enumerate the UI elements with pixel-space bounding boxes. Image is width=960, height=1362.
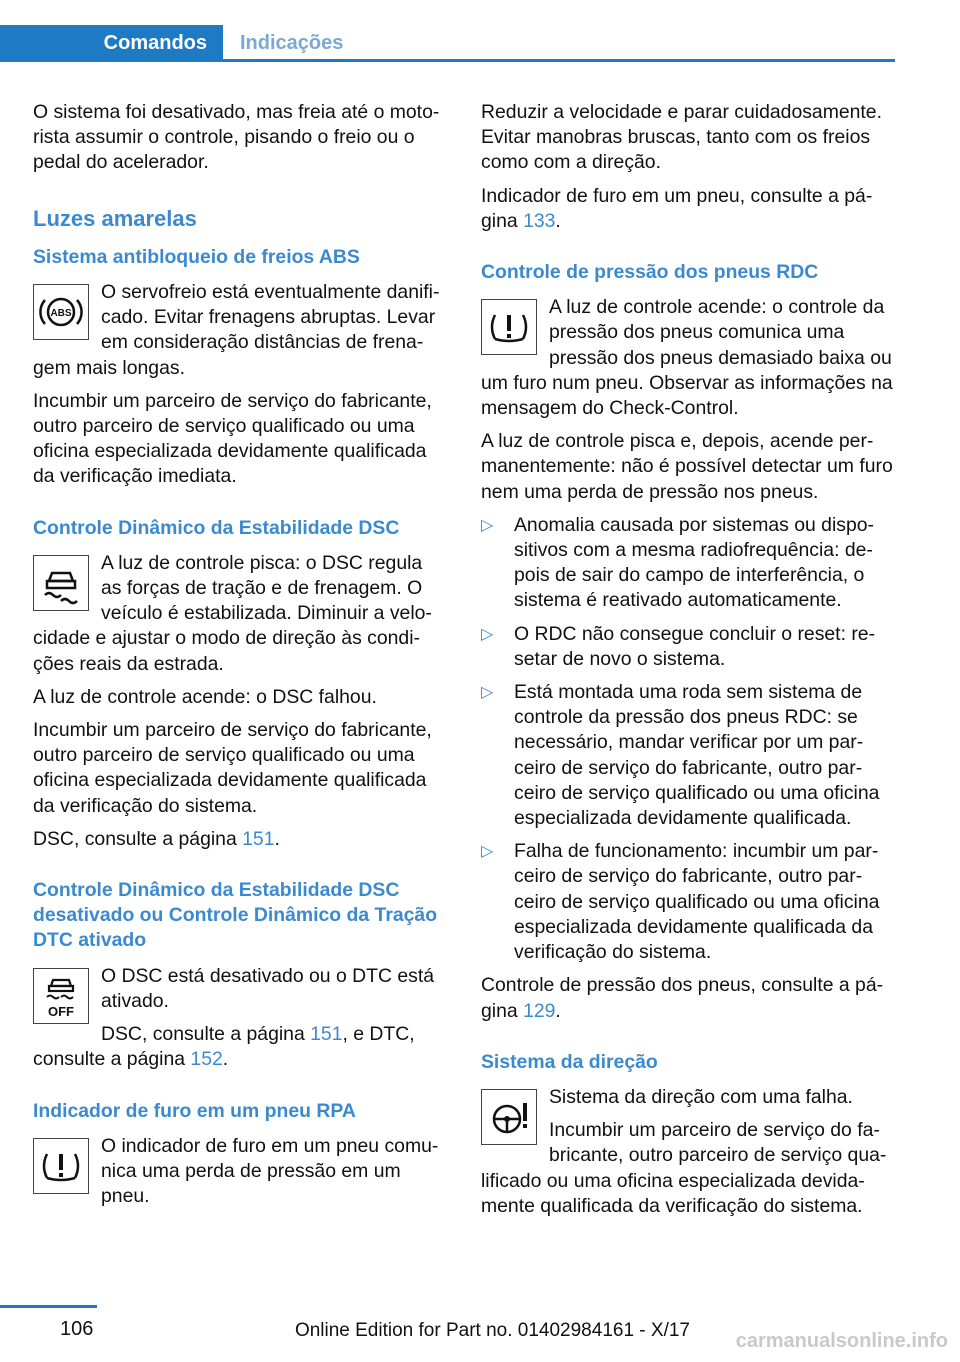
page-link-152[interactable]: 152: [190, 1048, 223, 1071]
list-item: ▷ Anomalia causada por sistemas ou dispositivos com a mesma radiofrequência: depois de sair do campo de interferência, o sistema é reativado automaticamente.: [481, 513, 875, 612]
abs-text-1: O servofreio está eventualmente danificado. Evitar frenagens abruptas. Levar em consideração distâncias de frenagem mais longas.: [33, 281, 440, 379]
steering-text-2: Incumbir um parceiro de serviço do fabricante, outro parceiro de serviço qualificado ou uma oficina especializada devidamente qualificada da verificação do sistema.: [481, 1119, 887, 1217]
rpa-heading: Indicador de furo em um pneu RPA: [33, 1099, 356, 1122]
page-link-151[interactable]: 151: [242, 827, 275, 850]
steering-heading: Sistema da direção: [481, 1050, 658, 1073]
dsc-text-2: A luz de controle acende: o DSC falhou.: [33, 685, 377, 708]
list-item: ▷ Está montada uma roda sem sistema de controle da pressão dos pneus RDC: se necessário, mandar verificar por um parceiro de serviço do fabricante, outro parceiro de serviço qualificado ou uma oficina especializada devidamente qualificada.: [481, 681, 880, 830]
rdc-text-2: A luz de controle pisca e, depois, acende permanentemente: não é possível detectar um furo nem uma perda de pressão nos pneus.: [481, 430, 893, 503]
page-number: 106: [60, 1318, 94, 1340]
page-link-133[interactable]: 133: [523, 209, 556, 232]
right-column: [481, 100, 895, 1227]
rdc-reference: Controle de pressão dos pneus, consulte a página 129.: [481, 974, 884, 1022]
steering-text-1: Sistema da direção com uma falha.: [549, 1085, 853, 1108]
rdc-text-1: A luz de controle acende: o controle da pressão dos pneus comunica uma pressão dos pneus demasiado baixa ou um furo num pneu. Observar as informações na mensagem do Check-Control.: [481, 296, 893, 420]
list-item: ▷ Falha de funcionamento: incumbir um parceiro de serviço do fabricante, outro parceiro de serviço qualificado ou uma oficina especializada devidamente qualificada da verificação do sistema.: [481, 840, 880, 964]
dsc-warning-icon: [33, 555, 89, 611]
tire-warning-icon: [33, 1138, 89, 1194]
dsc-off-text: O DSC está desativado ou o DTC está ativado.: [101, 964, 435, 1012]
intro-paragraph: O sistema foi desativado, mas freia até o motorista assumir o controle, pisando o freio ou o pedal do acelerador.: [33, 101, 440, 174]
footer-rule: [0, 1305, 97, 1308]
edition-text: Online Edition for Part no. 01402984161 - X/17: [294, 1320, 690, 1341]
dsc-off-heading: Controle Dinâmico da Estabilidade DSC desativado ou Controle Dinâmico da Tração DTC ativado: [33, 879, 438, 952]
list-item: ▷ O RDC não consegue concluir o reset: resetar de novo o sistema.: [481, 622, 876, 670]
abs-warning-icon: [33, 284, 89, 340]
page-link-129[interactable]: 129: [523, 999, 556, 1022]
header-tabbar: [0, 25, 895, 62]
steering-warning-icon: [481, 1089, 537, 1145]
rpa-text: O indicador de furo em um pneu comunica uma perda de pressão em um pneu.: [101, 1134, 439, 1208]
rdc-warning-icon: [481, 299, 537, 355]
header-rule: [0, 59, 895, 62]
dsc-text-1: A luz de controle pisca: o DSC regula as forças de tração e de frenagem. O veículo é estabilizada. Diminuir a velocidade e ajustar o modo de direção às condições reais da estrada.: [33, 551, 432, 675]
section-title: Luzes amarelas: [33, 205, 197, 231]
tab-comandos[interactable]: Comandos: [0, 25, 223, 62]
abs-heading: Sistema antibloqueio de freios ABS: [33, 245, 360, 268]
bullet-triangle-icon: ▷: [481, 516, 494, 534]
off-icon-text: OFF: [48, 1003, 74, 1019]
left-column: [33, 100, 447, 1217]
dsc-text-3: Incumbir um parceiro de serviço do fabricante, outro parceiro de serviço qualificado ou uma oficina especializada devidamente qualificada da verificação do sistema.: [33, 719, 432, 817]
bullet-triangle-icon: ▷: [481, 843, 494, 861]
abs-text-2: Incumbir um parceiro de serviço do fabricante, outro parceiro de serviço qualificado ou uma oficina especializada devidamente qualificada da verificação imediata.: [33, 389, 432, 488]
page-link-151b[interactable]: 151: [310, 1023, 343, 1046]
bullet-triangle-icon: ▷: [481, 625, 494, 643]
right-text-1: Reduzir a velocidade e parar cuidadosamente. Evitar manobras bruscas, tanto com os freios como com a direção.: [481, 101, 882, 174]
dsc-heading: Controle Dinâmico da Estabilidade DSC: [33, 516, 400, 539]
dsc-reference: DSC, consulte a página 151.: [33, 827, 280, 850]
dsc-off-reference: DSC, consulte a página 151, e DTC, consulte a página 152.: [33, 1023, 415, 1071]
watermark-text: carmanualsonline.info: [735, 1330, 948, 1352]
abs-icon-text: ABS: [50, 308, 72, 320]
right-reference-133: Indicador de furo em um pneu, consulte a página 133.: [481, 184, 873, 232]
dsc-off-icon: [33, 968, 89, 1024]
bullet-triangle-icon: ▷: [481, 684, 494, 702]
rdc-bullet-list: [481, 513, 895, 965]
tab-indicacoes[interactable]: Indicações: [240, 32, 344, 54]
rdc-heading: Controle de pressão dos pneus RDC: [481, 261, 819, 284]
